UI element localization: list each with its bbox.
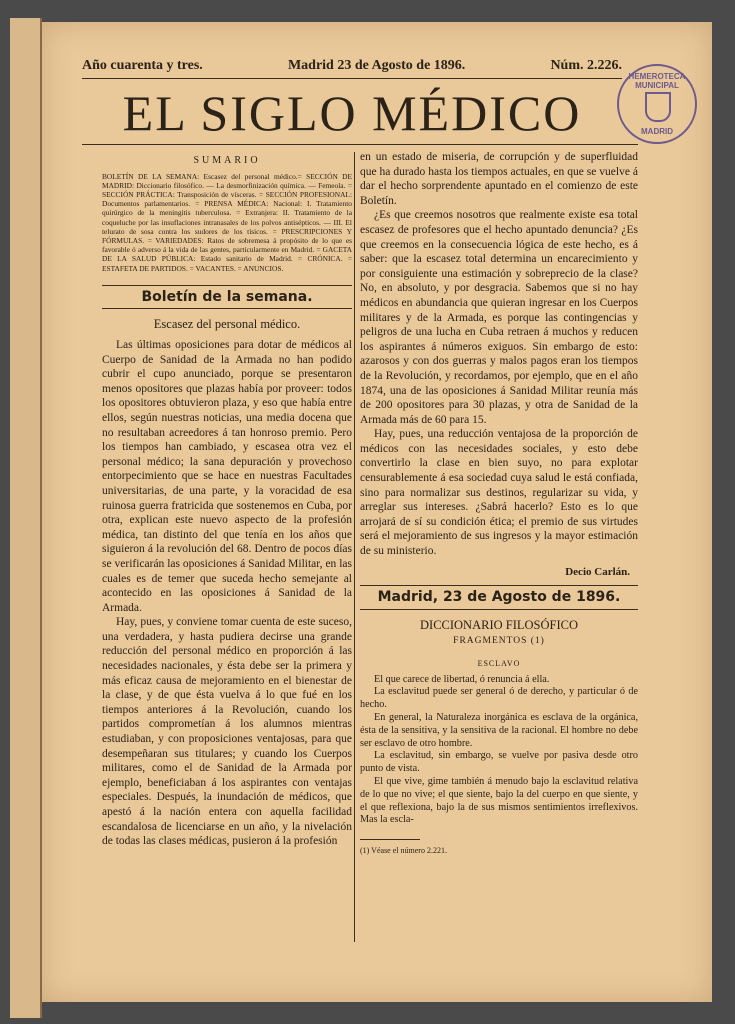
- library-stamp: [617, 64, 697, 144]
- article-paragraph: Las últimas oposiciones para dotar de médicos al Cuerpo de Sanidad de la Armada no han podido cubrir el cupo anunciado, porque se presentaron menos opositores que plazas había por proveer: todos los opositores obtuvieron plaza, y eso que había entre ellos, según nuestras noticias, una media docena que no resultaban acreedores á tan honroso premio. Pero los tiempos han cambiado, y escasea otra vez el personal médico; la sana depuración y provechoso entorpecimiento que se hace en nuestras Facultades universitarias, de una parte, y la voracidad de esa ruinosa guerra fratricida que sostenemos en Cuba, por otra, explican este nuevo aspecto de la profesión médica, tan distinto del que tenía en los años que siguieron á la revolución del 68. Dentro de pocos días se verificarán las oposiciones á Sanidad Militar, en las cuales es de temer que suceda hecho semejante al acontecido en las oposiciones á Sanidad de la Armada.: [102, 339, 352, 614]
- stamp-bottom-text: MADRID: [641, 127, 673, 136]
- sumario-heading: SUMARIO: [193, 155, 261, 166]
- entry-paragraph: En general, la Naturaleza inorgánica es esclava de la orgánica, ésta de la sensitiva, y la sensitiva de la racional. El hombre no debe ser esclavo de otro hombre.: [360, 711, 638, 749]
- masthead-rule: [82, 144, 638, 145]
- entry-paragraph: El que carece de libertad, ó renuncia á ella.: [374, 673, 550, 685]
- header-rule: [82, 78, 622, 79]
- article-paragraph: en un estado de miseria, de corrupción y de superfluidad que ha durado hasta los tiempos actuales, en que se vuelve á dar el hecho sorprendente apuntado en el comienzo de este Boletín.: [360, 151, 638, 207]
- issue-number: Núm. 2.226.: [550, 58, 622, 73]
- coat-of-arms-icon: [645, 92, 671, 122]
- issue-date: Madrid 23 de Agosto de 1896.: [287, 58, 466, 73]
- binding-strip: [0, 18, 42, 1018]
- right-column: [360, 150, 638, 859]
- article-paragraph: Hay, pues, una reducción ventajosa de la proporción de médicos con las necesidades sociales, y esto debe convertirlo la clase en bien suyo, no para explotar censurablemente á esa sociedad cuya salud le está confiada, sino para normalizar sus destinos, regularizar su vida, y arreglar sus intereses. ¿Sabrá hacerlo? Esto es lo que arrojará de sí su condición ética; el premio de sus virtudes será el mejoramiento de sus ingresos y la mayor estimación de su ministerio.: [360, 428, 638, 558]
- entry-paragraph: La esclavitud, sin embargo, se vuelve por pasiva desde otro punto de vista.: [360, 750, 638, 775]
- madrid-date-heading: Madrid, 23 de Agosto de 1896.: [360, 585, 638, 610]
- fragments-label: FRAGMENTOS (1): [453, 636, 545, 647]
- column-divider: [354, 152, 355, 942]
- issue-header: [82, 58, 622, 74]
- newspaper-page: [42, 22, 712, 1002]
- issue-year: Año cuarenta y tres.: [82, 58, 203, 73]
- entry-heading: ESCLAVO: [477, 659, 521, 668]
- dictionary-title: DICCIONARIO FILOSÓFICO: [420, 617, 578, 632]
- left-column: [102, 150, 352, 849]
- entry-paragraph: El que vive, gime también á menudo bajo la esclavitud relativa de lo que no vive; el que siente, bajo la del cuerpo en que siente, y el que reflexiona, bajo la de sus mismos sentimientos irreflexivos. Mas la escla-: [360, 775, 638, 826]
- dictionary-entry: [360, 674, 638, 828]
- article-paragraph: Hay, pues, y conviene tomar cuenta de este suceso, una verdadera, y hasta pudiera decirse una grande reducción del personal médico en proporción á las necesidades nacionales, y ésta debe ser la primera y más eficaz causa de mejoramiento en el bienestar de la clase, y de que ésta vuelva á lo que fué en los tiempos anteriores á la Revolución, cuando los partidos comprometían á los alumnos mientras estudiaban, y con proposiciones ventajosas, para que desempeñaran sus titulares; y cuando los Cuerpos militares, como el de Sanidad de la Armada por ejemplo, beneficiaban á los aspirantes con ventajas especiales. Después, la inundación de médicos, que apestó á la nación entera con aquella facilidad escandalosa de licenciarse en un año, y la nivelación de todas las clases médicas, pusieron á la profesión: [102, 616, 352, 848]
- stamp-top-text: HEMEROTECA MUNICIPAL: [628, 72, 686, 90]
- entry-paragraph: La esclavitud puede ser general ó de derecho, y particular ó de hecho.: [360, 686, 638, 711]
- masthead-title: EL SIGLO MÉDICO: [122, 85, 582, 141]
- author-signature: Decio Carlán.: [565, 565, 630, 578]
- footnote-rule: [360, 839, 420, 840]
- boletin-heading: Boletín de la semana.: [102, 285, 352, 310]
- article-subheading: Escasez del personal médico.: [153, 317, 301, 332]
- article-paragraph: ¿Es que creemos nosotros que realmente existe esa total escasez de profesores que el hecho apuntado denuncia? ¿Es que creemos en la consecuencia lógica de este hecho, es á saber: que la escasez total determina un encarecimiento y por consiguiente una estimación y sobreprecio de la clase? No, en absoluto, y por desgracia. Sabemos que si no hay médicos en abundancia que quieran ingresar en los Cuerpos militares y de la Armada, es porque las contingencias y peligros de una lucha en Cuba retraen á muchos y reducen los aspirantes á números exiguos. Sin embargo de esto: azarosos y con dos guerras y malos pagos eran los tiempos de la Revolución, y recordamos, por ejemplo, que en el año 1874, una de las oposiciones á Sanidad Militar reunía más de 200 opositores para 30 plazas, y otra de Sanidad de la Armada más de 60 para 15.: [360, 209, 638, 426]
- sumario-text: BOLETÍN DE LA SEMANA: Escasez del personal médico.= SECCIÓN DE MADRID: Diccionario filosófico. — La desmorfinización química. — Femeola. = SECCIÓN PRÁCTICA: Transposición de vísceras. = SECCIÓN PROFESIONAL: Documentos parlamentarios. = PRENSA MÉDICA: Nacional: I. Tratamiento quirúrgico de la meningitis tuberculosa. = Extranjera: II. Tratamiento de la coqueluche por las insuflaciones intranasales de los polvos antisépticos. — III. El telurato de sosa contra los sudores de los tísicos. = PRESCRIPCIONES Y FÓRMULAS. = VARIEDADES: Ratos de sobremesa á propósito de lo que es favorable ó adverso á la vida de las gentes, particularmente en Madrid. = GACETA DE LA SALUD PÚBLICA: Estado sanitario de Madrid. = CRÓNICA. = ESTAFETA DE PARTIDOS. = VACANTES. = ANUNCIOS.: [102, 171, 352, 273]
- binding-edge: [0, 18, 10, 1018]
- footnote: (1) Véase el número 2.221.: [360, 846, 447, 856]
